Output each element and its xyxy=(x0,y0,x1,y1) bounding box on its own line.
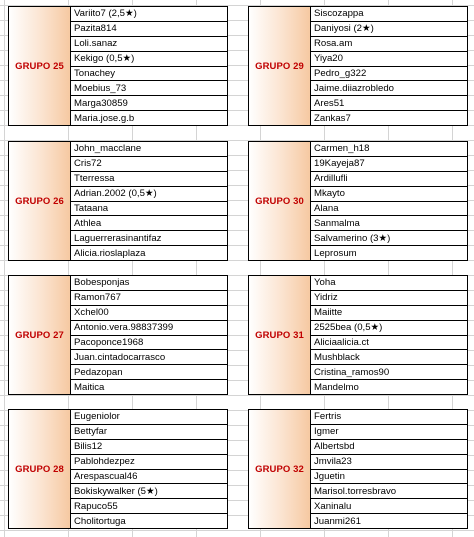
name-cell[interactable]: Ramon767 xyxy=(71,291,227,306)
group-label-cell[interactable] xyxy=(249,276,311,394)
name-cell[interactable]: Marisol.torresbravo xyxy=(311,484,467,499)
name-cell[interactable]: Pablohdezpez xyxy=(71,455,227,470)
name-cell[interactable]: Arespascual46 xyxy=(71,470,227,485)
group-table-25 xyxy=(8,6,228,126)
group-name-list xyxy=(311,276,467,394)
name-cell[interactable]: Yoha xyxy=(311,276,467,291)
group-table-30 xyxy=(248,141,468,261)
name-cell[interactable]: Bokiskywalker (5★) xyxy=(71,484,227,499)
name-cell[interactable]: Yidriz xyxy=(311,291,467,306)
group-label-cell[interactable] xyxy=(9,142,71,260)
group-label: GRUPO 30 xyxy=(255,195,304,207)
name-cell[interactable]: Laguerrerasinantifaz xyxy=(71,231,227,246)
group-label-cell[interactable] xyxy=(9,7,71,125)
name-cell[interactable]: Maiitte xyxy=(311,306,467,321)
name-cell[interactable]: Maitica xyxy=(74,381,105,393)
name-cell[interactable]: Carmen_h18 xyxy=(311,142,467,157)
name-cell[interactable]: Moebius_73 xyxy=(71,81,227,96)
group-name-list xyxy=(311,142,467,260)
name-cell[interactable]: Albertsbd xyxy=(311,440,467,455)
group-name-list xyxy=(71,276,227,394)
group-label-cell[interactable] xyxy=(9,410,71,528)
name-cell[interactable]: Eugeniolor xyxy=(71,410,227,425)
group-label-cell[interactable] xyxy=(9,276,71,394)
name-cell[interactable]: Igmer xyxy=(311,425,467,440)
name-cell[interactable]: John_macclane xyxy=(71,142,227,157)
name-cell[interactable]: Pedazopan xyxy=(71,365,227,380)
name-cell[interactable]: Tataana xyxy=(71,202,227,217)
name-cell[interactable]: Cris72 xyxy=(71,157,227,172)
group-label-cell[interactable] xyxy=(249,142,311,260)
group-label: GRUPO 32 xyxy=(255,463,304,475)
name-cell[interactable]: 2525bea (0,5★) xyxy=(311,321,467,336)
name-cell[interactable]: Leprosum xyxy=(314,247,357,259)
name-cell[interactable]: Xchel00 xyxy=(71,306,227,321)
group-label: GRUPO 28 xyxy=(15,463,64,475)
name-cell[interactable]: Bobesponjas xyxy=(71,276,227,291)
name-cell[interactable]: Kekigo (0,5★) xyxy=(71,52,227,67)
name-cell[interactable]: Marga30859 xyxy=(71,96,227,111)
name-cell[interactable]: Aliciaalicia.ct xyxy=(311,336,467,351)
group-label: GRUPO 31 xyxy=(255,329,304,341)
group-label-cell[interactable] xyxy=(249,410,311,528)
name-cell[interactable]: Tterressa xyxy=(71,172,227,187)
name-cell[interactable]: Ares51 xyxy=(311,96,467,111)
name-cell[interactable]: Cristina_ramos90 xyxy=(311,365,467,380)
name-cell[interactable]: Jmvila23 xyxy=(311,455,467,470)
name-cell[interactable]: Juan.cintadocarrasco xyxy=(71,350,227,365)
name-cell[interactable]: Rosa.am xyxy=(311,37,467,52)
group-name-list xyxy=(71,410,227,528)
name-cell[interactable]: Mkayto xyxy=(311,187,467,202)
name-cell[interactable]: Alicia.rioslaplaza xyxy=(74,247,146,259)
name-cell[interactable]: Mandelmo xyxy=(314,381,359,393)
name-cell[interactable]: Yiya20 xyxy=(311,52,467,67)
name-cell[interactable]: Maria.jose.g.b xyxy=(74,112,135,124)
name-cell[interactable]: Pazita814 xyxy=(71,22,227,37)
name-cell[interactable]: Variito7 (2,5★) xyxy=(71,7,227,22)
group-table-26 xyxy=(8,141,228,261)
name-cell[interactable]: Jguetin xyxy=(311,470,467,485)
group-table-32 xyxy=(248,409,468,529)
name-cell[interactable]: Pacoponce1968 xyxy=(71,336,227,351)
name-cell[interactable]: 19Kayeja87 xyxy=(311,157,467,172)
name-cell[interactable]: Juanmi261 xyxy=(314,515,361,527)
name-cell[interactable]: Adrian.2002 (0,5★) xyxy=(71,187,227,202)
name-cell[interactable]: Daniyosi (2★) xyxy=(311,22,467,37)
group-label: GRUPO 25 xyxy=(15,60,64,72)
name-cell[interactable]: Xaninalu xyxy=(311,499,467,514)
name-cell[interactable]: Bettyfar xyxy=(71,425,227,440)
group-name-list xyxy=(311,7,467,125)
name-cell[interactable]: Cholitortuga xyxy=(74,515,126,527)
name-cell[interactable]: Pedro_g322 xyxy=(311,67,467,82)
name-cell[interactable]: Tonachey xyxy=(71,67,227,82)
group-label: GRUPO 26 xyxy=(15,195,64,207)
name-cell[interactable]: Jaime.diiazrobledo xyxy=(311,81,467,96)
group-name-list xyxy=(311,410,467,528)
group-label: GRUPO 29 xyxy=(255,60,304,72)
name-cell[interactable]: Alana xyxy=(311,202,467,217)
group-table-28 xyxy=(8,409,228,529)
name-cell[interactable]: Rapuco55 xyxy=(71,499,227,514)
group-table-29 xyxy=(248,6,468,126)
group-name-list xyxy=(71,142,227,260)
name-cell[interactable]: Ardillufli xyxy=(311,172,467,187)
name-cell[interactable]: Loli.sanaz xyxy=(71,37,227,52)
group-table-31 xyxy=(248,275,468,395)
group-label: GRUPO 27 xyxy=(15,329,64,341)
name-cell[interactable]: Siscozappa xyxy=(311,7,467,22)
group-name-list xyxy=(71,7,227,125)
group-label-cell[interactable] xyxy=(249,7,311,125)
group-table-27 xyxy=(8,275,228,395)
name-cell[interactable]: Bilis12 xyxy=(71,440,227,455)
name-cell[interactable]: Fertris xyxy=(311,410,467,425)
name-cell[interactable]: Athlea xyxy=(71,216,227,231)
name-cell[interactable]: Sanmalma xyxy=(311,216,467,231)
name-cell[interactable]: Antonio.vera.98837399 xyxy=(71,321,227,336)
name-cell[interactable]: Mushblack xyxy=(311,350,467,365)
name-cell[interactable]: Zankas7 xyxy=(314,112,351,124)
name-cell[interactable]: Salvamerino (3★) xyxy=(311,231,467,246)
